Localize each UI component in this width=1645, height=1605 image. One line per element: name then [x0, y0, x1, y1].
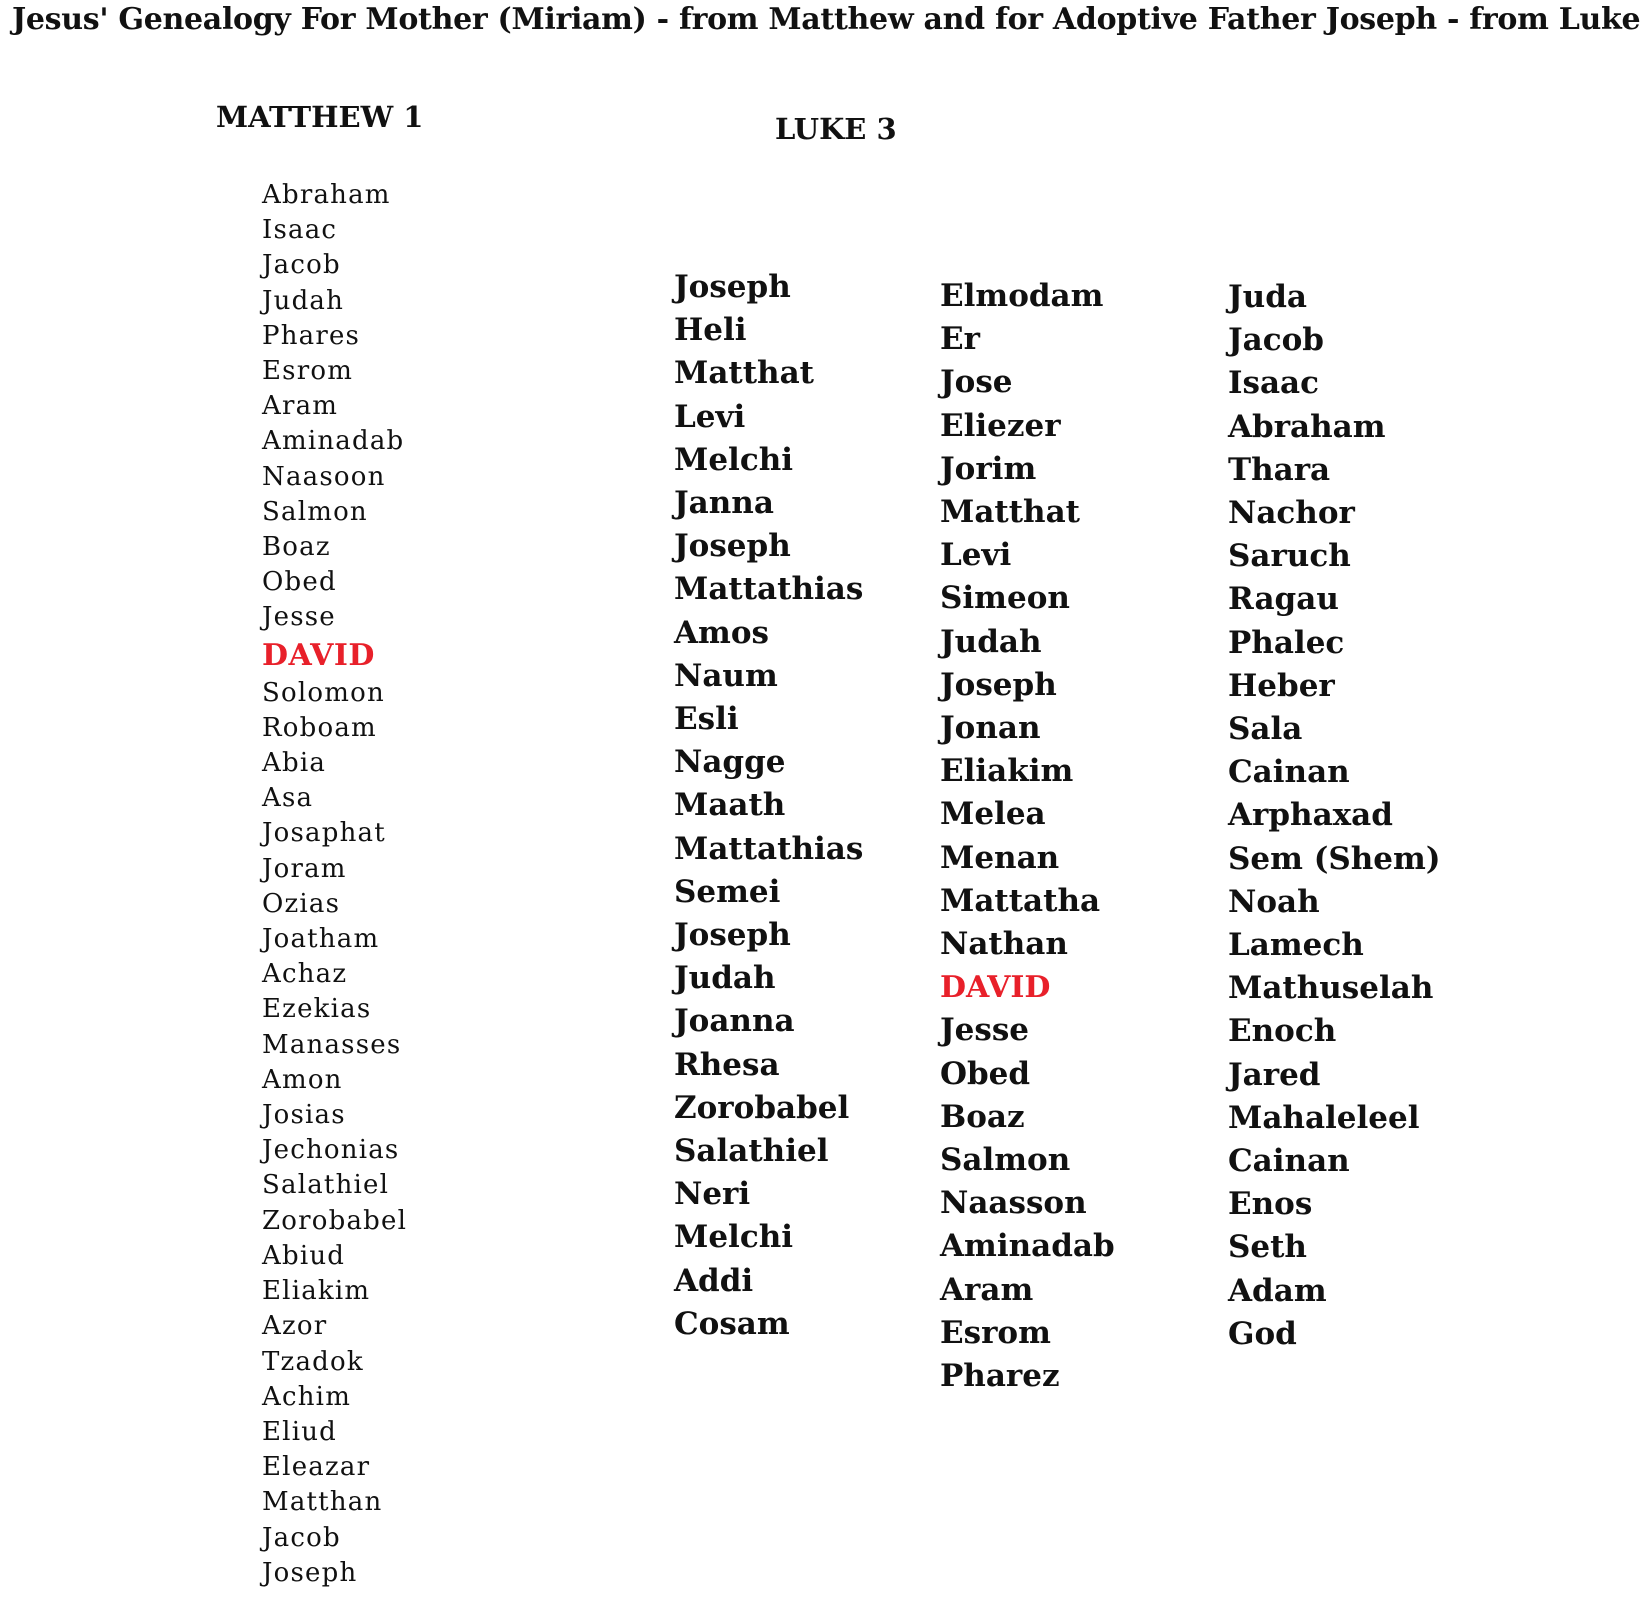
genealogy-name: Solomon	[262, 677, 385, 708]
genealogy-name: Esli	[674, 701, 739, 738]
genealogy-name: Jorim	[940, 450, 1037, 487]
genealogy-name: Josaphat	[262, 818, 386, 849]
genealogy-name: Mattatha	[940, 882, 1101, 919]
genealogy-name: Sem (Shem)	[1228, 840, 1441, 877]
genealogy-name: Salathiel	[674, 1133, 829, 1170]
genealogy-name: Enos	[1228, 1186, 1313, 1223]
genealogy-name: Matthat	[940, 494, 1080, 531]
genealogy-name: Maath	[674, 787, 786, 824]
genealogy-name: Jechonias	[262, 1135, 400, 1166]
genealogy-name: Levi	[674, 398, 746, 435]
genealogy-name: Salmon	[940, 1142, 1071, 1179]
genealogy-name: Eliakim	[940, 753, 1074, 790]
genealogy-name: Amon	[262, 1064, 343, 1095]
genealogy-name: Amos	[674, 614, 769, 651]
genealogy-name: Tzadok	[262, 1346, 364, 1377]
genealogy-name: Obed	[940, 1055, 1031, 1092]
genealogy-name: Aminadab	[940, 1228, 1115, 1265]
genealogy-name: Abiud	[262, 1240, 346, 1271]
genealogy-name: Nathan	[940, 926, 1068, 963]
genealogy-name: Melchi	[674, 441, 794, 478]
genealogy-name: Eliud	[262, 1416, 337, 1447]
genealogy-name: Boaz	[262, 532, 331, 563]
genealogy-name: Esrom	[262, 356, 354, 387]
genealogy-name: God	[1228, 1315, 1297, 1352]
genealogy-name: Janna	[674, 485, 774, 522]
genealogy-name: Levi	[940, 537, 1012, 574]
genealogy-name: Phalec	[1228, 624, 1345, 661]
genealogy-name: Jesse	[262, 602, 336, 633]
genealogy-name: Judah	[940, 623, 1042, 660]
genealogy-name: Cosam	[674, 1305, 790, 1342]
genealogy-name: Boaz	[940, 1098, 1025, 1135]
genealogy-name: Cainan	[1228, 754, 1350, 791]
genealogy-name: Thara	[1228, 451, 1331, 488]
genealogy-name: DAVID	[262, 637, 375, 673]
genealogy-name: Seth	[1228, 1229, 1307, 1266]
genealogy-name: Obed	[262, 567, 337, 598]
genealogy-name: Joseph	[674, 917, 791, 954]
genealogy-name: Mattathias	[674, 571, 864, 608]
genealogy-name: Eliakim	[262, 1276, 371, 1307]
genealogy-name: Adam	[1228, 1272, 1327, 1309]
genealogy-name: Salathiel	[262, 1170, 390, 1201]
genealogy-name: DAVID	[940, 970, 1051, 1006]
genealogy-name: Aram	[940, 1271, 1034, 1308]
genealogy-name: Naasoon	[262, 461, 386, 492]
page-title: Jesus' Genealogy For Mother (Miriam) - from Matthew and for Adoptive Father Joseph - from Luke	[12, 2, 1641, 37]
genealogy-name: Aminadab	[262, 426, 405, 457]
genealogy-name: Zorobabel	[262, 1205, 408, 1236]
genealogy-name: Lamech	[1228, 927, 1364, 964]
genealogy-name: Judah	[262, 285, 345, 316]
genealogy-name: Abraham	[1228, 408, 1386, 445]
genealogy-name: Jared	[1228, 1056, 1321, 1093]
genealogy-name: Mathuselah	[1228, 970, 1434, 1007]
genealogy-name: Azor	[262, 1311, 328, 1342]
genealogy-name: Jacob	[262, 1522, 341, 1553]
genealogy-name: Roboam	[262, 712, 377, 743]
genealogy-name: Addi	[674, 1262, 754, 1299]
genealogy-name: Melchi	[674, 1219, 794, 1256]
genealogy-name: Achim	[262, 1381, 352, 1412]
genealogy-name: Elmodam	[940, 278, 1104, 314]
genealogy-name: Semei	[674, 873, 781, 910]
genealogy-name: Saruch	[1228, 538, 1351, 575]
genealogy-name: Isaac	[1228, 365, 1320, 402]
genealogy-name: Ragau	[1228, 581, 1339, 618]
genealogy-name: Joseph	[674, 269, 791, 305]
genealogy-name: Jacob	[1228, 322, 1324, 359]
genealogy-name: Nachor	[1228, 495, 1355, 532]
genealogy-name: Heli	[674, 312, 747, 349]
genealogy-name: Ozias	[262, 888, 341, 919]
genealogy-name: Manasses	[262, 1029, 402, 1060]
genealogy-name: Joram	[262, 853, 347, 884]
luke-heading: LUKE 3	[775, 112, 897, 146]
genealogy-name: Cainan	[1228, 1143, 1350, 1180]
genealogy-name: Naasson	[940, 1185, 1087, 1222]
matthew-heading: MATTHEW 1	[216, 100, 424, 134]
genealogy-name: Abia	[262, 748, 327, 779]
genealogy-name: Joseph	[940, 666, 1057, 703]
genealogy-name: Zorobabel	[674, 1089, 850, 1126]
genealogy-name: Eleazar	[262, 1452, 371, 1483]
genealogy-name: Er	[940, 321, 980, 358]
genealogy-name: Heber	[1228, 667, 1335, 704]
genealogy-name: Josias	[262, 1100, 346, 1131]
genealogy-name: Neri	[674, 1176, 751, 1213]
genealogy-name: Mahaleleel	[1228, 1099, 1420, 1136]
genealogy-name: Sala	[1228, 711, 1303, 748]
luke-genealogy-column-2	[940, 275, 1115, 1398]
genealogy-name: Rhesa	[674, 1046, 780, 1083]
genealogy-name: Nagge	[674, 744, 786, 781]
genealogy-name: Judah	[674, 960, 776, 997]
genealogy-name: Jacob	[262, 250, 341, 281]
genealogy-name: Phares	[262, 320, 361, 351]
genealogy-name: Matthan	[262, 1487, 383, 1518]
genealogy-name: Enoch	[1228, 1013, 1337, 1050]
genealogy-name: Juda	[1228, 279, 1307, 315]
genealogy-name: Jonan	[940, 710, 1041, 747]
genealogy-name: Noah	[1228, 883, 1320, 920]
genealogy-name: Isaac	[262, 215, 338, 246]
genealogy-name: Eliezer	[940, 407, 1061, 444]
genealogy-name: Mattathias	[674, 830, 864, 867]
genealogy-name: Achaz	[262, 959, 348, 990]
genealogy-name: Ezekias	[262, 994, 372, 1025]
genealogy-name: Simeon	[940, 580, 1070, 617]
genealogy-name: Matthat	[674, 355, 814, 392]
genealogy-name: Joseph	[262, 1557, 358, 1588]
genealogy-name: Pharez	[940, 1358, 1060, 1395]
genealogy-name: Aram	[262, 391, 339, 422]
luke-genealogy-column-3	[1228, 276, 1441, 1356]
genealogy-name: Jose	[940, 364, 1013, 401]
genealogy-name: Abraham	[262, 180, 391, 210]
genealogy-name: Melea	[940, 796, 1046, 833]
genealogy-name: Joatham	[262, 924, 380, 955]
luke-genealogy-column-1	[674, 266, 863, 1346]
genealogy-name: Jesse	[940, 1012, 1030, 1049]
genealogy-name: Salmon	[262, 496, 368, 527]
matthew-genealogy-list	[262, 178, 407, 1591]
genealogy-name: Naum	[674, 657, 778, 694]
genealogy-name: Menan	[940, 839, 1060, 876]
genealogy-name: Joanna	[674, 1003, 795, 1040]
genealogy-name: Joseph	[674, 528, 791, 565]
genealogy-name: Esrom	[940, 1314, 1051, 1351]
genealogy-name: Asa	[262, 783, 314, 814]
genealogy-name: Arphaxad	[1228, 797, 1393, 834]
